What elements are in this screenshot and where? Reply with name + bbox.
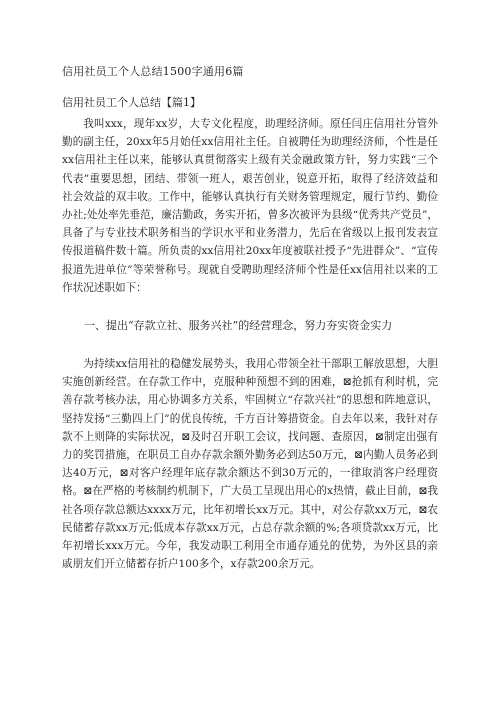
paragraph-intro: 我叫xxx，现年xx岁，大专文化程度，助理经济师。原任闫庄信用社分管外勤的副主任，20xx年5月始任xx信用社主任。自被聘任为助理经济师，个性是任xx信用社主任以来，能够认真贯彻落实上级有关金融政策方针，努力实践“三个代表”重要思想，团结、带领一班人，艰苦创业，锐意开拓，取得了经济效益和社会效益的双丰收。工作中，能够认真执行有关财务管理规定，履行节约、勤俭办社;处处率先垂范，廉洁勤政，务实开拓，曾多次被评为县级“优秀共产党员”，具备了与专业技术职务相当的学识水平和业务潜力，先后在省级以上报刊发表宣传报道稿件数十篇。所负责的xx信用社20xx年度被联社授予“先进群众”、“宣传报道先进单位”等荣誉称号。现就自受聘助理经济师个性是任xx信用社以来的工作状况述职如下：: [62, 118, 438, 294]
subheading-deposit: 一、提出“存款立社、服务兴社”的经营理念，努力夯实资金实力: [84, 319, 393, 333]
section-title: 信用社员工个人总结【篇1】: [62, 96, 201, 109]
document-title: 信用社员工个人总结1500字通用6篇: [62, 65, 244, 78]
paragraph-deposit: 为持续xx信用社的稳健发展势头，我用心带领全社干部职工解放思想，大胆实施创新经营。在存款工作中，克服种种预想不到的困难，⊠抢抓有利时机，完善存款考核办法，用心协调多方关系，牢固树立“存款兴社”的思想和阵地意识，坚持发扬“三勤四上门”的优良传统，千方百计筹措资金。自去年以来，我针对存款不上则降的实际状况，⊠及时召开职工会议，找问题、查原因，⊠制定出强有力的奖罚措施，在职员工自办存款余额外勤务必到达50万元，⊠内勤人员务必到达40万元，⊠对客户经理年底存款余额达不到30万元的，一律取消客户经理资格。⊠在严格的考核制约机制下，广大员工呈现出用心的x热情，截止目前，⊠我社各项存款总额达xxxx万元，比年初增长xx万元。其中，对公存款xx万元，⊠农民储蓄存款xx万元;低成本存款xx万元，占总存款余额的%;各项贷款xx万元，比年初增长xxx万元。今年，我发动职工利用全市通存通兑的优势，为外区县的亲戚朋友们开立储蓄存折户100多个，x存款200余万元。: [62, 358, 438, 571]
